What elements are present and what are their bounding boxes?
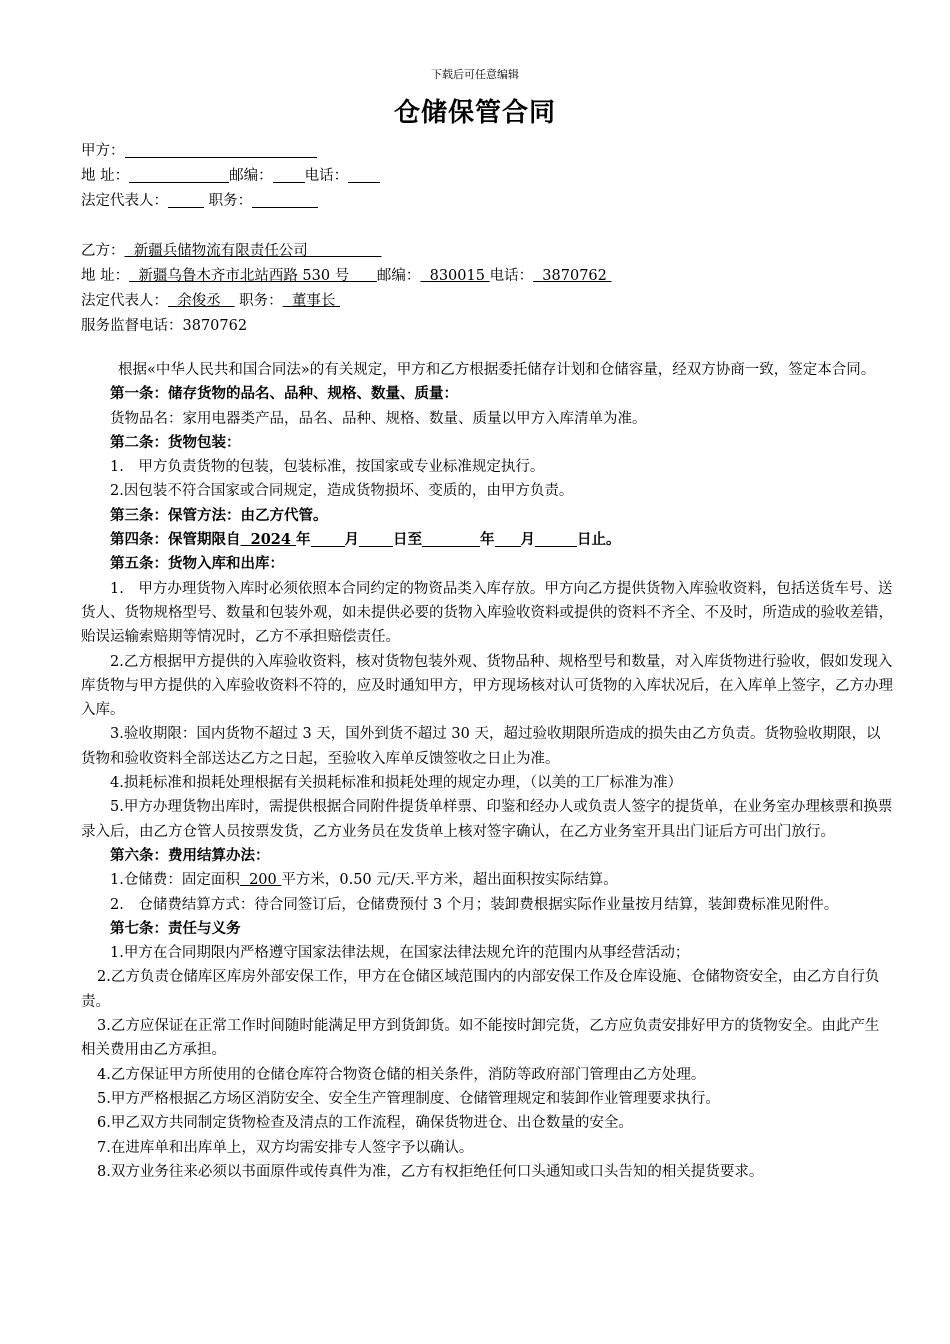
article-2-item-1: 1. 甲方负责货物的包装，包装标准，按国家或专业标准规定执行。 — [110, 459, 545, 476]
article-6-item-2: 2. 仓储费结算方式：待合同签订后，仓储费预付 3 个月；装卸费根据实际作业量按月结算，装卸费标准见附件。 — [110, 896, 839, 913]
party-a-rep-blank[interactable] — [168, 191, 204, 208]
article-7-item-3: 3.乙方应保证在正常工作时间随时能满足甲方到货卸货。如不能按时卸完货，乙方应负责安排好甲方的货物安全。由此产生相关费用由乙方承担。 — [81, 1018, 880, 1059]
article-7-item-7: 7.在进库单和出库单上，双方均需安排专人签字予以确认。 — [97, 1139, 474, 1156]
contract-body — [81, 358, 893, 1184]
party-a-position-label: 职务： — [208, 193, 253, 209]
party-b-position-label: 职务： — [239, 293, 283, 309]
article-5-item-3: 3.验收期限：国内货物不超过 3 天，国外到货不超过 30 天，超过验收期限所造成的损失由乙方负责。货物验收期限，以货物和验收资料全部送达乙方之日起，至验收入库单反馈签收之日止为准。 — [81, 726, 881, 767]
article-5-item-5: 5.甲方办理货物出库时，需提供根据合同附件提货单样票、印鉴和经办人或负责人签字的提货单，在业务室办理核票和换票录入后，由乙方仓管人员按票发货，乙方业务员在发货单上核对签字确认，在乙方业务室开具出门证后方可出门放行。 — [81, 799, 893, 840]
end-year-blank[interactable] — [422, 530, 480, 547]
party-a-position-blank[interactable] — [252, 191, 318, 208]
start-month-blank[interactable] — [311, 530, 345, 547]
party-a-rep-line — [81, 189, 318, 210]
party-b-rep-line — [81, 289, 340, 310]
article-6-item-1: 1.仓储费：固定面积 200 平方米，0.50 元/天.平方米，超出面积按实际结算。 — [110, 872, 618, 889]
article-5-item-4: 4.损耗标准和损耗处理根据有关损耗标准和损耗处理的规定办理，（以美的工厂标准为准） — [110, 775, 683, 792]
article-1-text: 货物品名：家用电器类产品，品名、品种、规格、数量、质量以甲方入库清单为准。 — [110, 410, 647, 427]
party-a-address-label: 地 址： — [81, 168, 130, 184]
party-b-address-line — [81, 264, 611, 285]
party-b-rep-label: 法定代表人： — [81, 293, 168, 309]
fixed-area: 200 — [249, 872, 277, 889]
party-a-label: 甲方： — [81, 143, 125, 159]
article-7-item-4: 4.乙方保证甲方所使用的仓储仓库符合物资仓储的相关条件，消防等政府部门管理由乙方处理。 — [97, 1066, 706, 1083]
article-5-title: 第五条：货物入库和出库： — [110, 555, 284, 573]
party-a-phone-blank[interactable] — [348, 166, 380, 183]
top-note: 下载后可任意编辑 — [431, 68, 519, 81]
start-day-blank[interactable] — [359, 530, 393, 547]
end-day-blank[interactable] — [535, 530, 577, 547]
article-2-item-2: 2.因包装不符合国家或合同规定，造成货物损坏、变质的，由甲方负责。 — [110, 483, 574, 500]
article-7-item-5: 5.甲方严格根据乙方场区消防安全、安全生产管理制度、仓储管理规定和装卸作业管理要求执行。 — [97, 1090, 720, 1107]
party-b-position: 董事长 — [291, 293, 336, 309]
party-b-address-label: 地 址： — [81, 268, 130, 284]
article-6-title: 第六条：费用结算办法： — [110, 846, 270, 864]
article-4: 第四条：保管期限自 2024 年 月 日至 年 月 日止。 — [110, 531, 621, 549]
party-a-address-line — [81, 164, 380, 185]
party-b-address: 新疆乌鲁木齐市北站西路 530 号 — [138, 268, 350, 284]
party-a-name-blank[interactable] — [125, 141, 317, 158]
page-title: 仓储保管合同 — [393, 98, 556, 128]
party-b-line — [81, 239, 381, 260]
start-year: 2024 — [250, 531, 291, 549]
party-b-phone-label: 电话： — [489, 268, 534, 284]
article-7-item-1: 1.甲方在合同期限内严格遵守国家法律法规，在国家法律法规允许的范围内从事经营活动； — [110, 945, 690, 962]
article-5-item-2: 2.乙方根据甲方提供的入库验收资料，核对货物包装外观、货物品种、规格型号和数量，对入库货物进行验收，假如发现入库货物与甲方提供的入库验收资料不符的，应及时通知甲方，甲方现场核对认可货物的入库状况后，在入库单上签字，乙方办理入库。 — [81, 653, 893, 719]
article-7-item-6: 6.甲乙双方共同制定货物检查及清点的工作流程，确保货物进仓、出仓数量的安全。 — [97, 1115, 633, 1132]
article-7-title: 第七条：责任与义务 — [110, 919, 241, 937]
article-7-item-8: 8.双方业务往来必须以书面原件或传真件为准，乙方有权拒绝任何口头通知或口头告知的相关提货要求。 — [97, 1163, 764, 1180]
article-3: 第三条：保管方法：由乙方代管。 — [110, 506, 328, 524]
party-b-phone: 3870762 — [542, 268, 607, 284]
party-b-name: 新疆兵储物流有限责任公司 — [133, 243, 308, 259]
article-5-item-1: 1. 甲方办理货物入库时必须依照本合同约定的物资品类入库存放。甲方向乙方提供货物入库验收资料，包括送货车号、送货人、货物规格型号、数量和包装外观，如未提供必要的货物入库验收资料或提供的资料不齐全、不及时，所造成的验收差错，贻误运输索赔期等情况时，乙方不承担赔偿责任。 — [81, 580, 893, 646]
party-a-rep-label: 法定代表人： — [81, 193, 168, 209]
article-2-title: 第二条：货物包装： — [110, 433, 241, 451]
article-1-title: 第一条：储存货物的品名、品种、规格、数量、质量： — [110, 385, 458, 403]
party-a-phone-label: 电话： — [304, 168, 349, 184]
party-a-postcode-blank[interactable] — [273, 166, 305, 183]
service-phone: 服务监督电话：3870762 — [81, 318, 248, 334]
party-b-postcode: 830015 — [429, 268, 485, 284]
end-month-blank[interactable] — [495, 530, 521, 547]
preamble: 根据«中华人民共和国合同法»的有关规定，甲方和乙方根据委托储存计划和仓储容量，经双方协商一致，签定本合同。 — [118, 362, 876, 378]
party-a-postcode-label: 邮编： — [229, 168, 273, 184]
party-a-address-blank[interactable] — [129, 166, 229, 183]
article-7-item-2: 2.乙方负责仓储库区库房外部安保工作，甲方在仓储区域范围内的内部安保工作及仓库设施、仓储物资安全，由乙方自行负责。 — [81, 969, 880, 1010]
party-b-postcode-label: 邮编： — [376, 268, 421, 284]
party-b-rep: 余俊丞 — [177, 293, 221, 309]
party-b-label: 乙方： — [81, 243, 125, 259]
party-a-line — [81, 139, 317, 160]
